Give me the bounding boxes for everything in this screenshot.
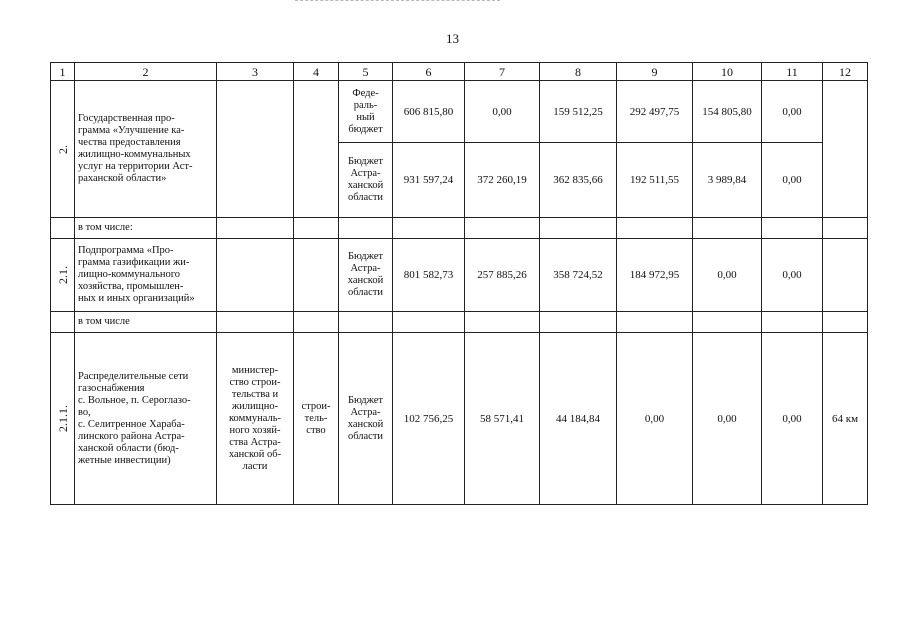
value-cell: 0,00 [762, 143, 823, 218]
value-cell: 801 582,73 [393, 239, 465, 312]
value-cell: 372 260,19 [465, 143, 540, 218]
funding-source: Бюджет Астра- ханской области [339, 239, 393, 312]
program-name: Государственная про- грамма «Улучшение ка- чества предоставления жилищно-коммунальных услуг на территории Аст- раханской области» [75, 81, 217, 218]
row-number-cell [51, 81, 75, 218]
program-name: Подпрограмма «Про- грамма газификации жи- лищно-коммунального хозяйства, промышлен- ных и иных организаций» [75, 239, 217, 312]
table-row [51, 218, 868, 239]
type-cell [294, 239, 339, 312]
scan-artifact-line [295, 0, 500, 2]
length-cell [823, 81, 868, 218]
value-cell: 931 597,24 [393, 143, 465, 218]
executor: министер- ство строи- тельства и жилищно- коммуналь- ного хозяй- ства Астра- ханской об- ласти [217, 333, 294, 505]
header-cell: 3 [217, 63, 294, 81]
including-label: в том числе [75, 312, 217, 333]
value-cell: 358 724,52 [540, 239, 617, 312]
value-cell: 0,00 [762, 81, 823, 143]
empty-cell [51, 218, 75, 239]
value-cell: 0,00 [465, 81, 540, 143]
table-row [51, 312, 868, 333]
object-name: Распределительные сети газоснабжения с. Вольное, п. Сероглазо- во, с. Селитренное Хараба- линского района Астра- ханской области (бюд- жетные инвестиции) [75, 333, 217, 505]
header-cell: 6 [393, 63, 465, 81]
table-row [51, 81, 868, 143]
header-row [51, 63, 868, 81]
header-cell: 4 [294, 63, 339, 81]
header-cell: 2 [75, 63, 217, 81]
including-label: в том числе: [75, 218, 217, 239]
table-row [51, 239, 868, 312]
header-cell: 8 [540, 63, 617, 81]
value-cell: 184 972,95 [617, 239, 693, 312]
header-cell: 9 [617, 63, 693, 81]
value-cell: 3 989,84 [693, 143, 762, 218]
empty-cell [51, 312, 75, 333]
value-cell: 0,00 [693, 239, 762, 312]
value-cell: 606 815,80 [393, 81, 465, 143]
header-cell: 7 [465, 63, 540, 81]
value-cell: 0,00 [617, 333, 693, 505]
value-cell: 0,00 [693, 333, 762, 505]
value-cell: 44 184,84 [540, 333, 617, 505]
type-cell [294, 81, 339, 218]
header-cell: 11 [762, 63, 823, 81]
executor-cell [217, 81, 294, 218]
header-cell: 1 [51, 63, 75, 81]
value-cell: 0,00 [762, 333, 823, 505]
page-number: 13 [446, 31, 459, 46]
row-number-cell [51, 239, 75, 312]
investment-type: строи- тель- ство [294, 333, 339, 505]
header-cell: 5 [339, 63, 393, 81]
value-cell: 192 511,55 [617, 143, 693, 218]
funding-source: Феде- раль- ный бюджет [339, 81, 393, 143]
value-cell: 0,00 [762, 239, 823, 312]
header-cell: 12 [823, 63, 868, 81]
value-cell: 58 571,41 [465, 333, 540, 505]
value-cell: 102 756,25 [393, 333, 465, 505]
row-number-cell [51, 333, 75, 505]
header-cell: 10 [693, 63, 762, 81]
length-cell [823, 239, 868, 312]
table-row [51, 333, 868, 505]
length-value: 64 км [823, 333, 868, 505]
value-cell: 154 805,80 [693, 81, 762, 143]
program-table [50, 62, 868, 505]
funding-source: Бюджет Астра- ханской области [339, 333, 393, 505]
value-cell: 257 885,26 [465, 239, 540, 312]
value-cell: 292 497,75 [617, 81, 693, 143]
funding-source: Бюджет Астра- ханской области [339, 143, 393, 218]
row-number: 2.1. [55, 266, 70, 284]
row-number: 2.1.1. [55, 405, 70, 432]
value-cell: 362 835,66 [540, 143, 617, 218]
row-number: 2. [55, 144, 70, 154]
executor-cell [217, 239, 294, 312]
value-cell: 159 512,25 [540, 81, 617, 143]
